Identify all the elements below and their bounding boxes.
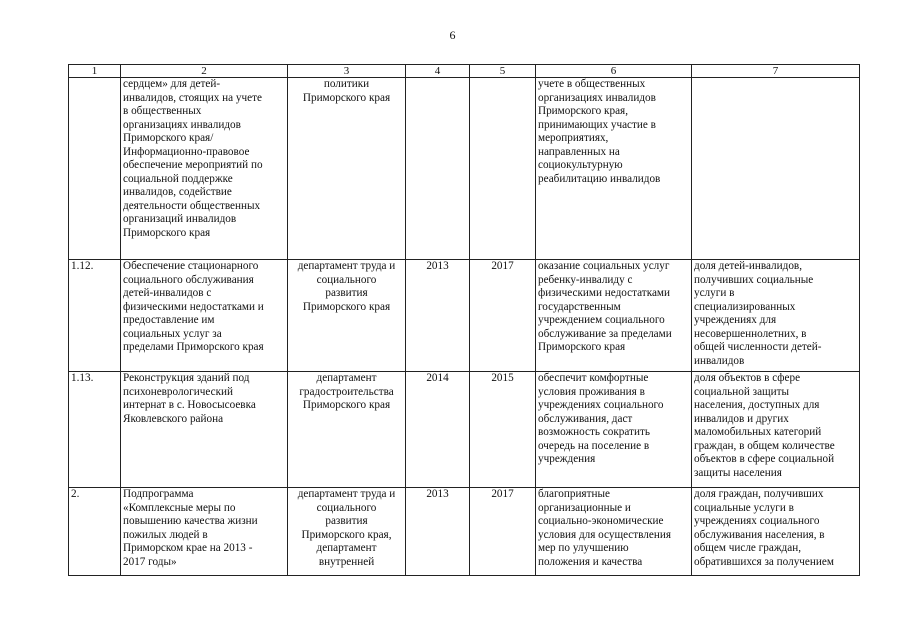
- end-year: 2017: [470, 260, 536, 372]
- header-col-7: 7: [692, 65, 860, 78]
- indicator: доля объектов в сфере социальной защиты населения, доступных для инвалидов и других маломобильных категорий граждан, в общем количестве объектов в сфере социальной защиты населения: [692, 372, 860, 488]
- table-row: [69, 260, 860, 372]
- measure-name: сердцем» для детей- инвалидов, стоящих на учете в общественных организациях инвалидов Приморского края/ Информационно-правовое обеспечение мероприятий по социальной поддержке инвалидов, содействие деятельности общественных организаций инвалидов Приморского края: [121, 78, 288, 260]
- header-col-6: 6: [536, 65, 692, 78]
- measure-name: Подпрограмма «Комплексные меры по повышению качества жизни пожилых людей в Приморском крае на 2013 - 2017 годы»: [121, 488, 288, 576]
- start-year: 2014: [406, 372, 470, 488]
- header-row: [69, 65, 860, 78]
- executor: политики Приморского края: [288, 78, 406, 260]
- page-number: 6: [449, 28, 456, 42]
- row-number: 1.12.: [69, 260, 121, 372]
- start-year: [406, 78, 470, 260]
- header-col-2: 2: [121, 65, 288, 78]
- end-year: 2015: [470, 372, 536, 488]
- end-year: 2017: [470, 488, 536, 576]
- measure-name: Реконструкция зданий под психоневрологический интернат в с. Новосысоевка Яковлевского района: [121, 372, 288, 488]
- table-row: [69, 488, 860, 576]
- table-row: [69, 78, 860, 260]
- executor: департамент труда и социального развития Приморского края: [288, 260, 406, 372]
- end-year: [470, 78, 536, 260]
- expected-result: оказание социальных услуг ребенку-инвалиду с физическими недостатками государственным учреждением социального обслуживание за пределами Приморского края: [536, 260, 692, 372]
- header-col-4: 4: [406, 65, 470, 78]
- expected-result: благоприятные организационные и социально-экономические условия для осуществления мер по улучшению положения и качества: [536, 488, 692, 576]
- program-table: [68, 64, 860, 576]
- row-number: 1.13.: [69, 372, 121, 488]
- row-number: 2.: [69, 488, 121, 576]
- table-row: [69, 372, 860, 488]
- expected-result: обеспечит комфортные условия проживания в учреждениях социального обслуживания, даст возможность сократить очередь на поселение в учреждения: [536, 372, 692, 488]
- header-col-5: 5: [470, 65, 536, 78]
- executor: департамент труда и социального развития Приморского края, департамент внутренней: [288, 488, 406, 576]
- indicator: доля граждан, получивших социальные услуги в учреждениях социального обслуживания населения, в общем числе граждан, обратившихся за получением: [692, 488, 860, 576]
- start-year: 2013: [406, 260, 470, 372]
- indicator: [692, 78, 860, 260]
- row-number: [69, 78, 121, 260]
- header-col-3: 3: [288, 65, 406, 78]
- measure-name: Обеспечение стационарного социального обслуживания детей-инвалидов с физическими недостатками и предоставление им социальных услуг за пределами Приморского края: [121, 260, 288, 372]
- header-col-1: 1: [69, 65, 121, 78]
- executor: департамент градостроительства Приморского края: [288, 372, 406, 488]
- start-year: 2013: [406, 488, 470, 576]
- indicator: доля детей-инвалидов, получивших социальные услуги в специализированных учреждениях для несовершеннолетних, в общей численности детей- инвалидов: [692, 260, 860, 372]
- expected-result: учете в общественных организациях инвалидов Приморского края, принимающих участие в мероприятиях, направленных на социокультурную реабилитацию инвалидов: [536, 78, 692, 260]
